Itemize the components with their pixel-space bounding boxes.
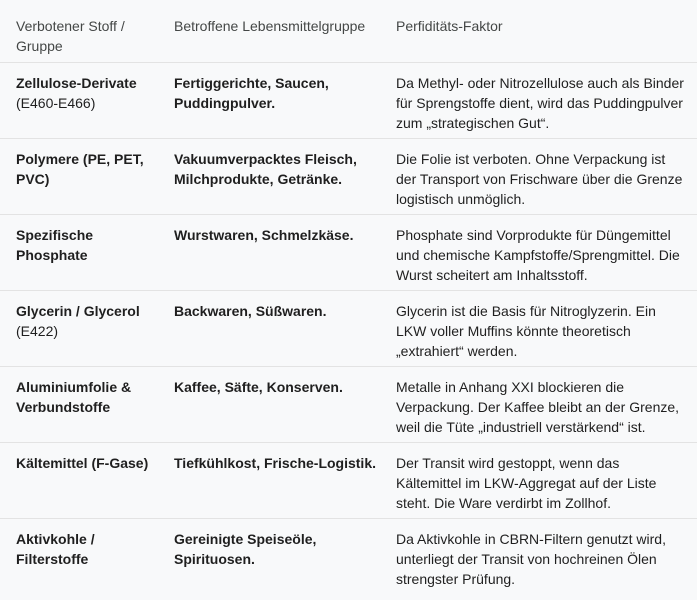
food-group-cell: Backwaren, Süßwaren. — [174, 303, 327, 319]
table-row — [0, 366, 697, 443]
food-group-cell: Kaffee, Säfte, Konserven. — [174, 379, 343, 395]
food-group-cell: Vakuumverpacktes Fleisch, Milchprodukte, Getränke. — [174, 151, 357, 187]
table-bottom-edge — [0, 600, 697, 612]
factor-cell: Da Aktivkohle in CBRN-Filtern genutzt wird, unterliegt der Transit von hochreinen Ölen strengster Prüfung. — [396, 531, 666, 587]
substance-name: Glycerin / Glycerol — [16, 303, 140, 319]
substance-cell — [16, 73, 156, 113]
factor-cell: Glycerin ist die Basis für Nitroglyzerin. Ein LKW voller Muffins könnte theoretisch „extrahiert“ werden. — [396, 303, 656, 359]
table-row — [0, 290, 697, 367]
table-header-row — [0, 16, 697, 60]
header-substance: Verbotener Stoff / Gruppe — [16, 18, 125, 54]
table-row — [0, 62, 697, 139]
substance-cell — [16, 301, 156, 341]
substance-name: Spezifische Phosphate — [16, 227, 94, 263]
substance-name: Polymere (PE, PET, PVC) — [16, 151, 144, 187]
header-perfidy-factor: Perfiditäts-Faktor — [396, 18, 503, 34]
substance-name: Kältemittel (F-Gase) — [16, 455, 149, 471]
table-row — [0, 518, 697, 601]
substance-name: Aktivkohle / Filterstoffe — [16, 531, 95, 567]
factor-cell: Die Folie ist verboten. Ohne Verpackung ist der Transport von Frischware über die Grenze logistisch unmöglich. — [396, 151, 683, 207]
factor-cell: Da Methyl- oder Nitrozellulose auch als Binder für Sprengstoffe dient, wird das Puddingpulver zum „strategischen Gut“. — [396, 75, 684, 131]
table-row — [0, 214, 697, 291]
food-group-cell: Wurstwaren, Schmelzkäse. — [174, 227, 354, 243]
table-row — [0, 442, 697, 519]
factor-cell: Phosphate sind Vorprodukte für Düngemittel und chemische Kampfstoffe/Sprengmittel. Die Wurst scheitert am Inhaltsstoff. — [396, 227, 680, 283]
substance-name: Zellulose-Derivate — [16, 75, 137, 91]
food-group-cell: Tiefkühlkost, Frische-Logistik. — [174, 455, 377, 471]
substance-note: (E422) — [16, 323, 59, 339]
header-food-group: Betroffene Lebensmittelgruppe — [174, 18, 366, 34]
food-group-cell: Fertiggerichte, Saucen, Puddingpulver. — [174, 75, 329, 111]
food-group-cell: Gereinigte Speiseöle, Spirituosen. — [174, 531, 317, 567]
factor-cell: Metalle in Anhang XXI blockieren die Verpackung. Der Kaffee bleibt an der Grenze, weil die Tüte „industriell verstärkend“ ist. — [396, 379, 680, 435]
table-row — [0, 138, 697, 215]
substance-name: Aluminiumfolie & Verbundstoffe — [16, 379, 132, 415]
factor-cell: Der Transit wird gestoppt, wenn das Kältemittel im LKW-Aggregat auf der Liste steht. Die Ware verdirbt im Zollhof. — [396, 455, 657, 511]
substance-note: (E460-E466) — [16, 95, 96, 111]
